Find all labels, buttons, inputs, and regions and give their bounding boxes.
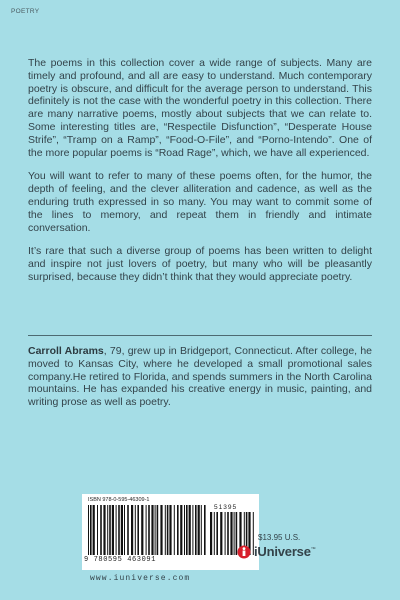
barcode-bar [100, 505, 102, 555]
isbn-barcode [82, 494, 259, 570]
iuniverse-logo-icon [237, 545, 251, 559]
blurb-paragraph-1: The poems in this collection cover a wide range of subjects. Many are timely and profound, and all are easy to understand. Much contemporary poetry is obscure, and difficult for the average person to understand. This definitely is not the case with the wonderful poetry in this collection. There are many narrative poems, mostly about subjects that we can relate to. Some interesting titles are, “Respectile Disfunction”, “Desperate House Strife”, “Tramp on a Ramp”, “Food-O-File”, and “Porno-Intendo”. One of the more popular poems is “Road Rage”, which, we have all experienced. [28, 57, 372, 159]
barcode-bar [165, 505, 166, 555]
barcode-digits: 9 780595 463091 [84, 556, 157, 564]
barcode-bar [127, 505, 129, 555]
barcode-bar [167, 505, 169, 555]
barcode-bar [230, 512, 232, 555]
barcode-bar [146, 505, 147, 555]
barcode-bar [109, 505, 111, 555]
publisher-website: www.iuniverse.com [90, 574, 191, 583]
barcode-bar [141, 505, 143, 555]
author-bio [28, 345, 372, 409]
genre-label: POETRY [11, 8, 40, 15]
barcode-bar [103, 505, 105, 555]
isbn-label: ISBN 978-0-595-46309-1 [88, 497, 150, 503]
barcode-bar [192, 505, 193, 555]
barcode-bar [195, 505, 197, 555]
barcode-bar [160, 505, 162, 555]
barcode-bar [137, 505, 139, 555]
barcode-bar [107, 505, 108, 555]
barcode-bar [88, 505, 89, 555]
barcode-bar [216, 512, 218, 555]
barcode-bar [118, 505, 120, 555]
barcode-bar [148, 505, 150, 555]
blurb-paragraph-3: It’s rare that such a diverse group of poems has been written to delight and inspire not just lovers of poetry, but many who will be pleasantly surprised, because they didn’t think that they would appreciate poetry. [28, 245, 372, 283]
barcode-bars-icon [88, 505, 206, 555]
barcode-bar [210, 512, 212, 555]
barcode-bar [220, 512, 222, 555]
barcode-bar [234, 512, 235, 555]
barcode-bar [186, 505, 188, 555]
barcode-bar [189, 505, 191, 555]
blurb-paragraph-2: You will want to refer to many of these poems often, for the humor, the depth of feeling, and the clever alliteration and cadence, as well as the enduring truth expressed in so many. You may want to commit some of the lines to memory, and repeat them in friendly and intimate conversation. [28, 170, 372, 234]
author-bio-text: , 79, grew up in Bridgeport, Connecticut. After college, he moved to Kansas City, where he developed a small promotional sales company.He retired to Florida, and spends summers in the North Carolina mountains. He has expanded his creative energy in music, painting, and writing prose as well as poetry. [28, 345, 372, 409]
barcode-bar [180, 505, 182, 555]
barcode-bar [214, 512, 215, 555]
back-cover-blurb [28, 57, 372, 295]
barcode-bar [169, 505, 171, 555]
barcode-bar [121, 505, 123, 555]
barcode-bar [131, 505, 133, 555]
barcode-bar [174, 505, 175, 555]
barcode-bar [201, 505, 202, 555]
barcode-bar [93, 505, 95, 555]
barcode-bar [135, 505, 136, 555]
barcode-bar [155, 505, 156, 555]
barcode-bar [198, 505, 200, 555]
barcode-bar [177, 505, 179, 555]
barcode-bar [227, 512, 229, 555]
publisher-logo [237, 544, 316, 559]
barcode-bar [90, 505, 92, 555]
barcode-bar [225, 512, 226, 555]
barcode-bar [204, 505, 206, 555]
barcode-bar [116, 505, 117, 555]
barcode-bar [157, 505, 159, 555]
author-name: Carroll Abrams [28, 345, 104, 357]
barcode-bar [184, 505, 185, 555]
barcode-bar [124, 505, 125, 555]
barcode-bar [97, 505, 98, 555]
barcode-bar [112, 505, 114, 555]
barcode-bar [151, 505, 153, 555]
price-label: $13.95 U.S. [258, 533, 301, 542]
publisher-name: iUniverse™ [254, 544, 316, 559]
divider-line [28, 335, 372, 336]
price-supplement-number: 51395 [214, 504, 238, 511]
